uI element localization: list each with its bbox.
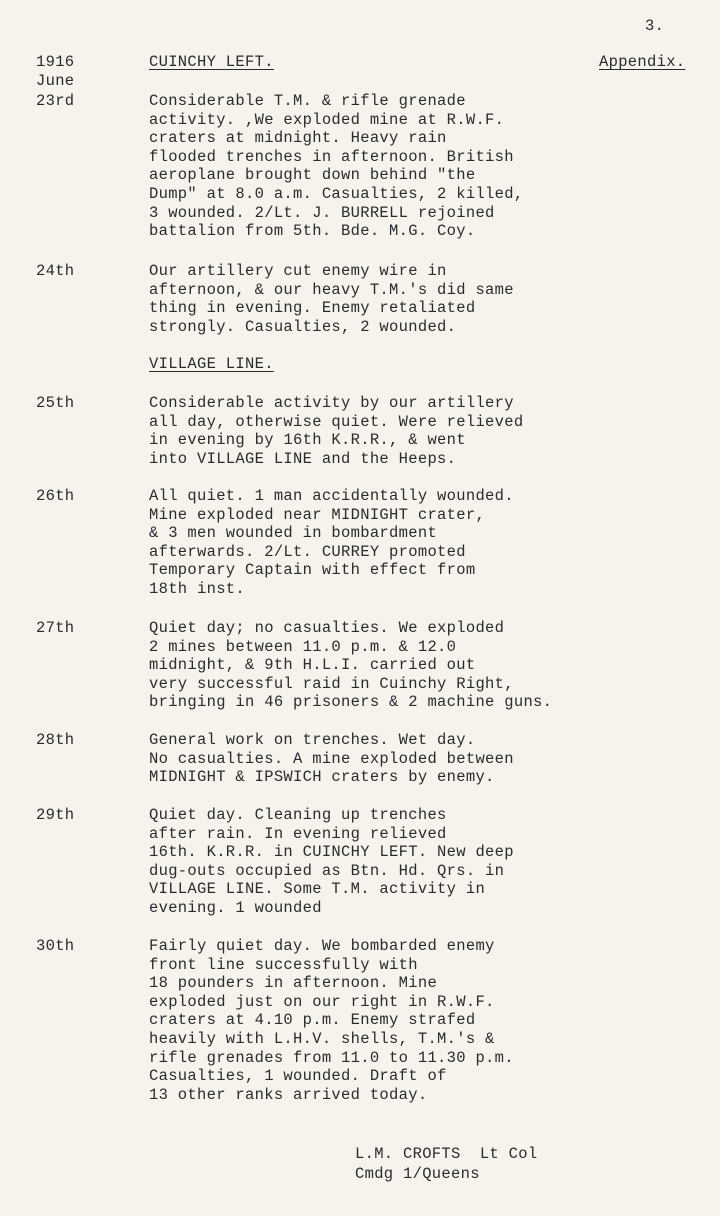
signature-name: L.M. CROFTS Lt Col (355, 1145, 538, 1163)
entry-line: MIDNIGHT & IPSWICH craters by enemy. (149, 768, 495, 787)
entry-line: Fairly quiet day. We bombarded enemy (149, 937, 495, 955)
entry-line: VILLAGE LINE. Some T.M. activity in (149, 880, 486, 899)
entry-line: flooded trenches in afternoon. British (149, 147, 514, 166)
entry-line: rifle grenades from 11.0 to 11.30 p.m. (149, 1048, 514, 1067)
entry-line: Quiet day. Cleaning up trenches (149, 806, 447, 824)
entry-line: exploded just on our right in R.W.F. (149, 992, 495, 1011)
entry-line: all day, otherwise quiet. Were relieved (149, 412, 524, 431)
entry-text (149, 731, 689, 787)
entry-line: thing in evening. Enemy retaliated (149, 299, 476, 318)
entry-line: battalion from 5th. Bde. M.G. Coy. (149, 222, 476, 241)
entry-date: 23rd (36, 92, 75, 110)
entry-line: 13 other ranks arrived today. (149, 1085, 428, 1104)
entry-line: very successful raid in Cuinchy Right, (149, 674, 514, 693)
entry-line: dug-outs occupied as Btn. Hd. Qrs. in (149, 861, 505, 880)
entry-line: craters at midnight. Heavy rain (149, 129, 447, 148)
entry-line: General work on trenches. Wet day. (149, 731, 476, 749)
entry-line: 18th inst. (149, 579, 246, 598)
entry-text (149, 394, 689, 468)
entry-line: 3 wounded. 2/Lt. J. BURRELL rejoined (149, 203, 495, 222)
entry-line: 2 mines between 11.0 p.m. & 12.0 (149, 637, 457, 656)
entry-line: Temporary Captain with effect from (149, 561, 476, 580)
entry-line: midnight, & 9th H.L.I. carried out (149, 656, 476, 675)
appendix-label: Appendix. (599, 53, 686, 71)
entry-line: in evening by 16th K.R.R., & went (149, 431, 466, 450)
entry-line: activity. ,We exploded mine at R.W.F. (149, 110, 505, 129)
entry-line: after rain. In evening relieved (149, 824, 447, 843)
signature-unit: Cmdg 1/Queens (355, 1165, 480, 1183)
location-heading: CUINCHY LEFT. (149, 53, 274, 71)
entry-line: into VILLAGE LINE and the Heeps. (149, 449, 457, 468)
entry-line: & 3 men wounded in bombardment (149, 524, 438, 543)
entry-line: strongly. Casualties, 2 wounded. (149, 317, 457, 336)
entry-text (149, 92, 689, 241)
entry-text (149, 619, 689, 712)
entry-line: craters at 4.10 p.m. Enemy strafed (149, 1011, 476, 1030)
entry-line: afternoon, & our heavy T.M.'s did same (149, 280, 514, 299)
entry-line: evening. 1 wounded (149, 898, 322, 917)
entry-date: 28th (36, 731, 75, 749)
entry-text (149, 487, 689, 599)
entry-date: 26th (36, 487, 75, 505)
entry-line: All quiet. 1 man accidentally wounded. (149, 487, 514, 505)
entry-line: Dump" at 8.0 a.m. Casualties, 2 killed, (149, 184, 524, 203)
entry-date: 29th (36, 806, 75, 824)
month: June (36, 72, 75, 90)
entry-date: 30th (36, 937, 75, 955)
entry-line: Considerable activity by our artillery (149, 394, 514, 412)
year: 1916 (36, 53, 75, 71)
entry-text (149, 806, 689, 918)
page-number: 3. (645, 17, 665, 35)
entry-line: 16th. K.R.R. in CUINCHY LEFT. New deep (149, 843, 514, 862)
entry-line: front line successfully with (149, 955, 418, 974)
entry-line: Casualties, 1 wounded. Draft of (149, 1067, 447, 1086)
entry-line: Mine exploded near MIDNIGHT crater, (149, 505, 486, 524)
entry-line: bringing in 46 prisoners & 2 machine guns. (149, 693, 553, 712)
entry-text (149, 262, 689, 336)
entry-line: afterwards. 2/Lt. CURREY promoted (149, 542, 466, 561)
entry-text (149, 937, 689, 1104)
entry-line: No casualties. A mine exploded between (149, 749, 514, 768)
entry-date: 24th (36, 262, 75, 280)
entry-date: 27th (36, 619, 75, 637)
entry-line: 18 pounders in afternoon. Mine (149, 974, 438, 993)
section-heading-village-line: VILLAGE LINE. (149, 355, 274, 373)
entry-line: heavily with L.H.V. shells, T.M.'s & (149, 1029, 495, 1048)
entry-date: 25th (36, 394, 75, 412)
entry-line: Our artillery cut enemy wire in (149, 262, 447, 280)
entry-line: aeroplane brought down behind "the (149, 166, 476, 185)
entry-line: Considerable T.M. & rifle grenade (149, 92, 466, 110)
entry-line: Quiet day; no casualties. We exploded (149, 619, 505, 637)
